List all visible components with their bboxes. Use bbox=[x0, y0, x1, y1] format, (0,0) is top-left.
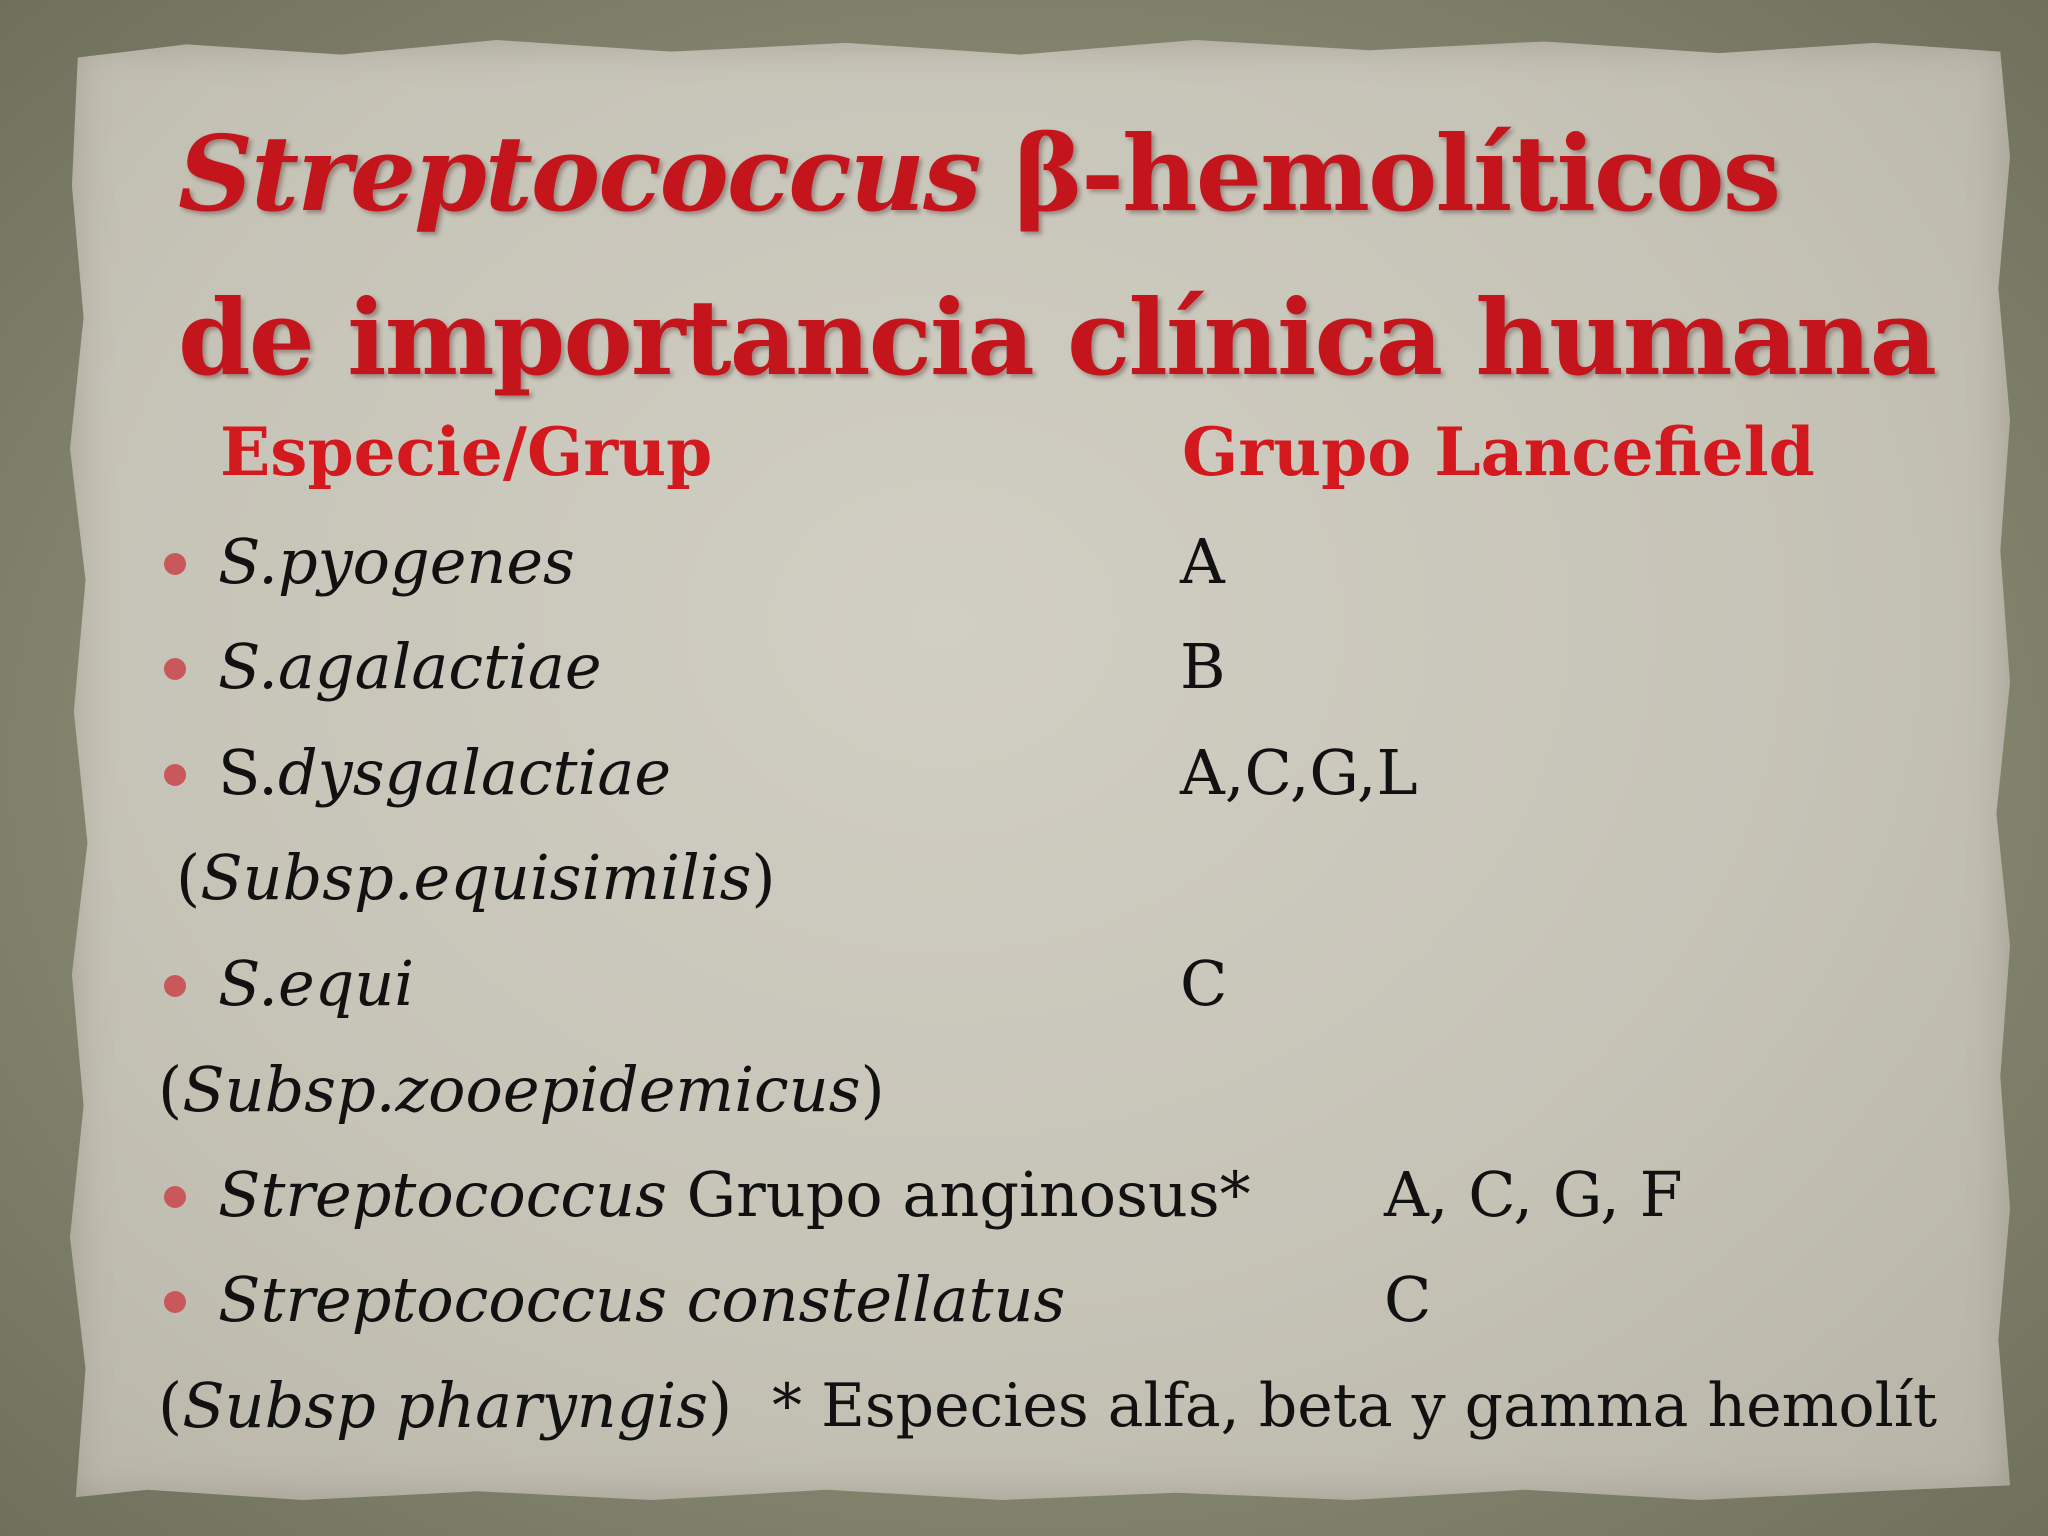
subspecies-equisimilis bbox=[176, 838, 776, 918]
paren-open: ( bbox=[158, 1053, 183, 1126]
genus-name: Streptococcus bbox=[218, 1158, 667, 1231]
group-dysgalactiae: A,C,G,L bbox=[1180, 736, 1418, 809]
group-anginosus: A, C, G, F bbox=[1384, 1158, 1683, 1231]
paren-close: ) bbox=[860, 1053, 885, 1126]
group-name: Grupo anginosus* bbox=[666, 1158, 1251, 1231]
subspecies-pharyngis bbox=[158, 1366, 732, 1446]
bullet-icon bbox=[164, 764, 186, 786]
title-genus: Streptococcus bbox=[178, 112, 980, 235]
subspecies-zooepidemicus bbox=[158, 1050, 885, 1130]
species-prefix: S. bbox=[218, 736, 278, 809]
species-name: S.agalactiae bbox=[218, 630, 602, 703]
species-agalactiae bbox=[218, 627, 602, 707]
species-name: S.equi bbox=[218, 947, 415, 1020]
bullet-icon bbox=[164, 1186, 186, 1208]
footnote: * Especies alfa, beta y gamma hemolít bbox=[772, 1371, 1938, 1441]
species-constellatus bbox=[218, 1260, 1065, 1340]
species-name: dysgalactiae bbox=[277, 736, 672, 809]
title-rest: β-hemolíticos bbox=[979, 112, 1780, 235]
subspecies-name: Subsp pharyngis bbox=[182, 1369, 709, 1442]
subspecies-name: Subsp.equisimilis bbox=[200, 841, 752, 914]
bullet-icon bbox=[164, 1291, 186, 1313]
species-anginosus bbox=[218, 1155, 1251, 1235]
bullet-icon bbox=[164, 658, 186, 680]
paren-open: ( bbox=[158, 1369, 183, 1442]
group-agalactiae: B bbox=[1180, 630, 1226, 703]
group-pyogenes: A bbox=[1180, 525, 1225, 598]
title-line2: de importancia clínica humana bbox=[178, 276, 1936, 399]
species-dysgalactiae bbox=[218, 733, 671, 813]
paren-close: ) bbox=[751, 841, 776, 914]
species-equi bbox=[218, 944, 414, 1024]
bullet-icon bbox=[164, 975, 186, 997]
paren-close: ) bbox=[708, 1369, 733, 1442]
paren-open: ( bbox=[176, 841, 201, 914]
group-equi: C bbox=[1180, 947, 1228, 1020]
species-name: Streptococcus constellatus bbox=[218, 1263, 1066, 1336]
species-pyogenes bbox=[218, 522, 575, 602]
species-name: S.pyogenes bbox=[218, 525, 575, 598]
header-species: Especie/Grup bbox=[220, 413, 713, 491]
header-lancefield: Grupo Lancefield bbox=[1182, 413, 1815, 491]
subspecies-name: Subsp.zooepidemicus bbox=[182, 1053, 861, 1126]
bullet-icon bbox=[164, 553, 186, 575]
slide-title bbox=[178, 92, 1935, 420]
group-constellatus: C bbox=[1384, 1263, 1432, 1336]
